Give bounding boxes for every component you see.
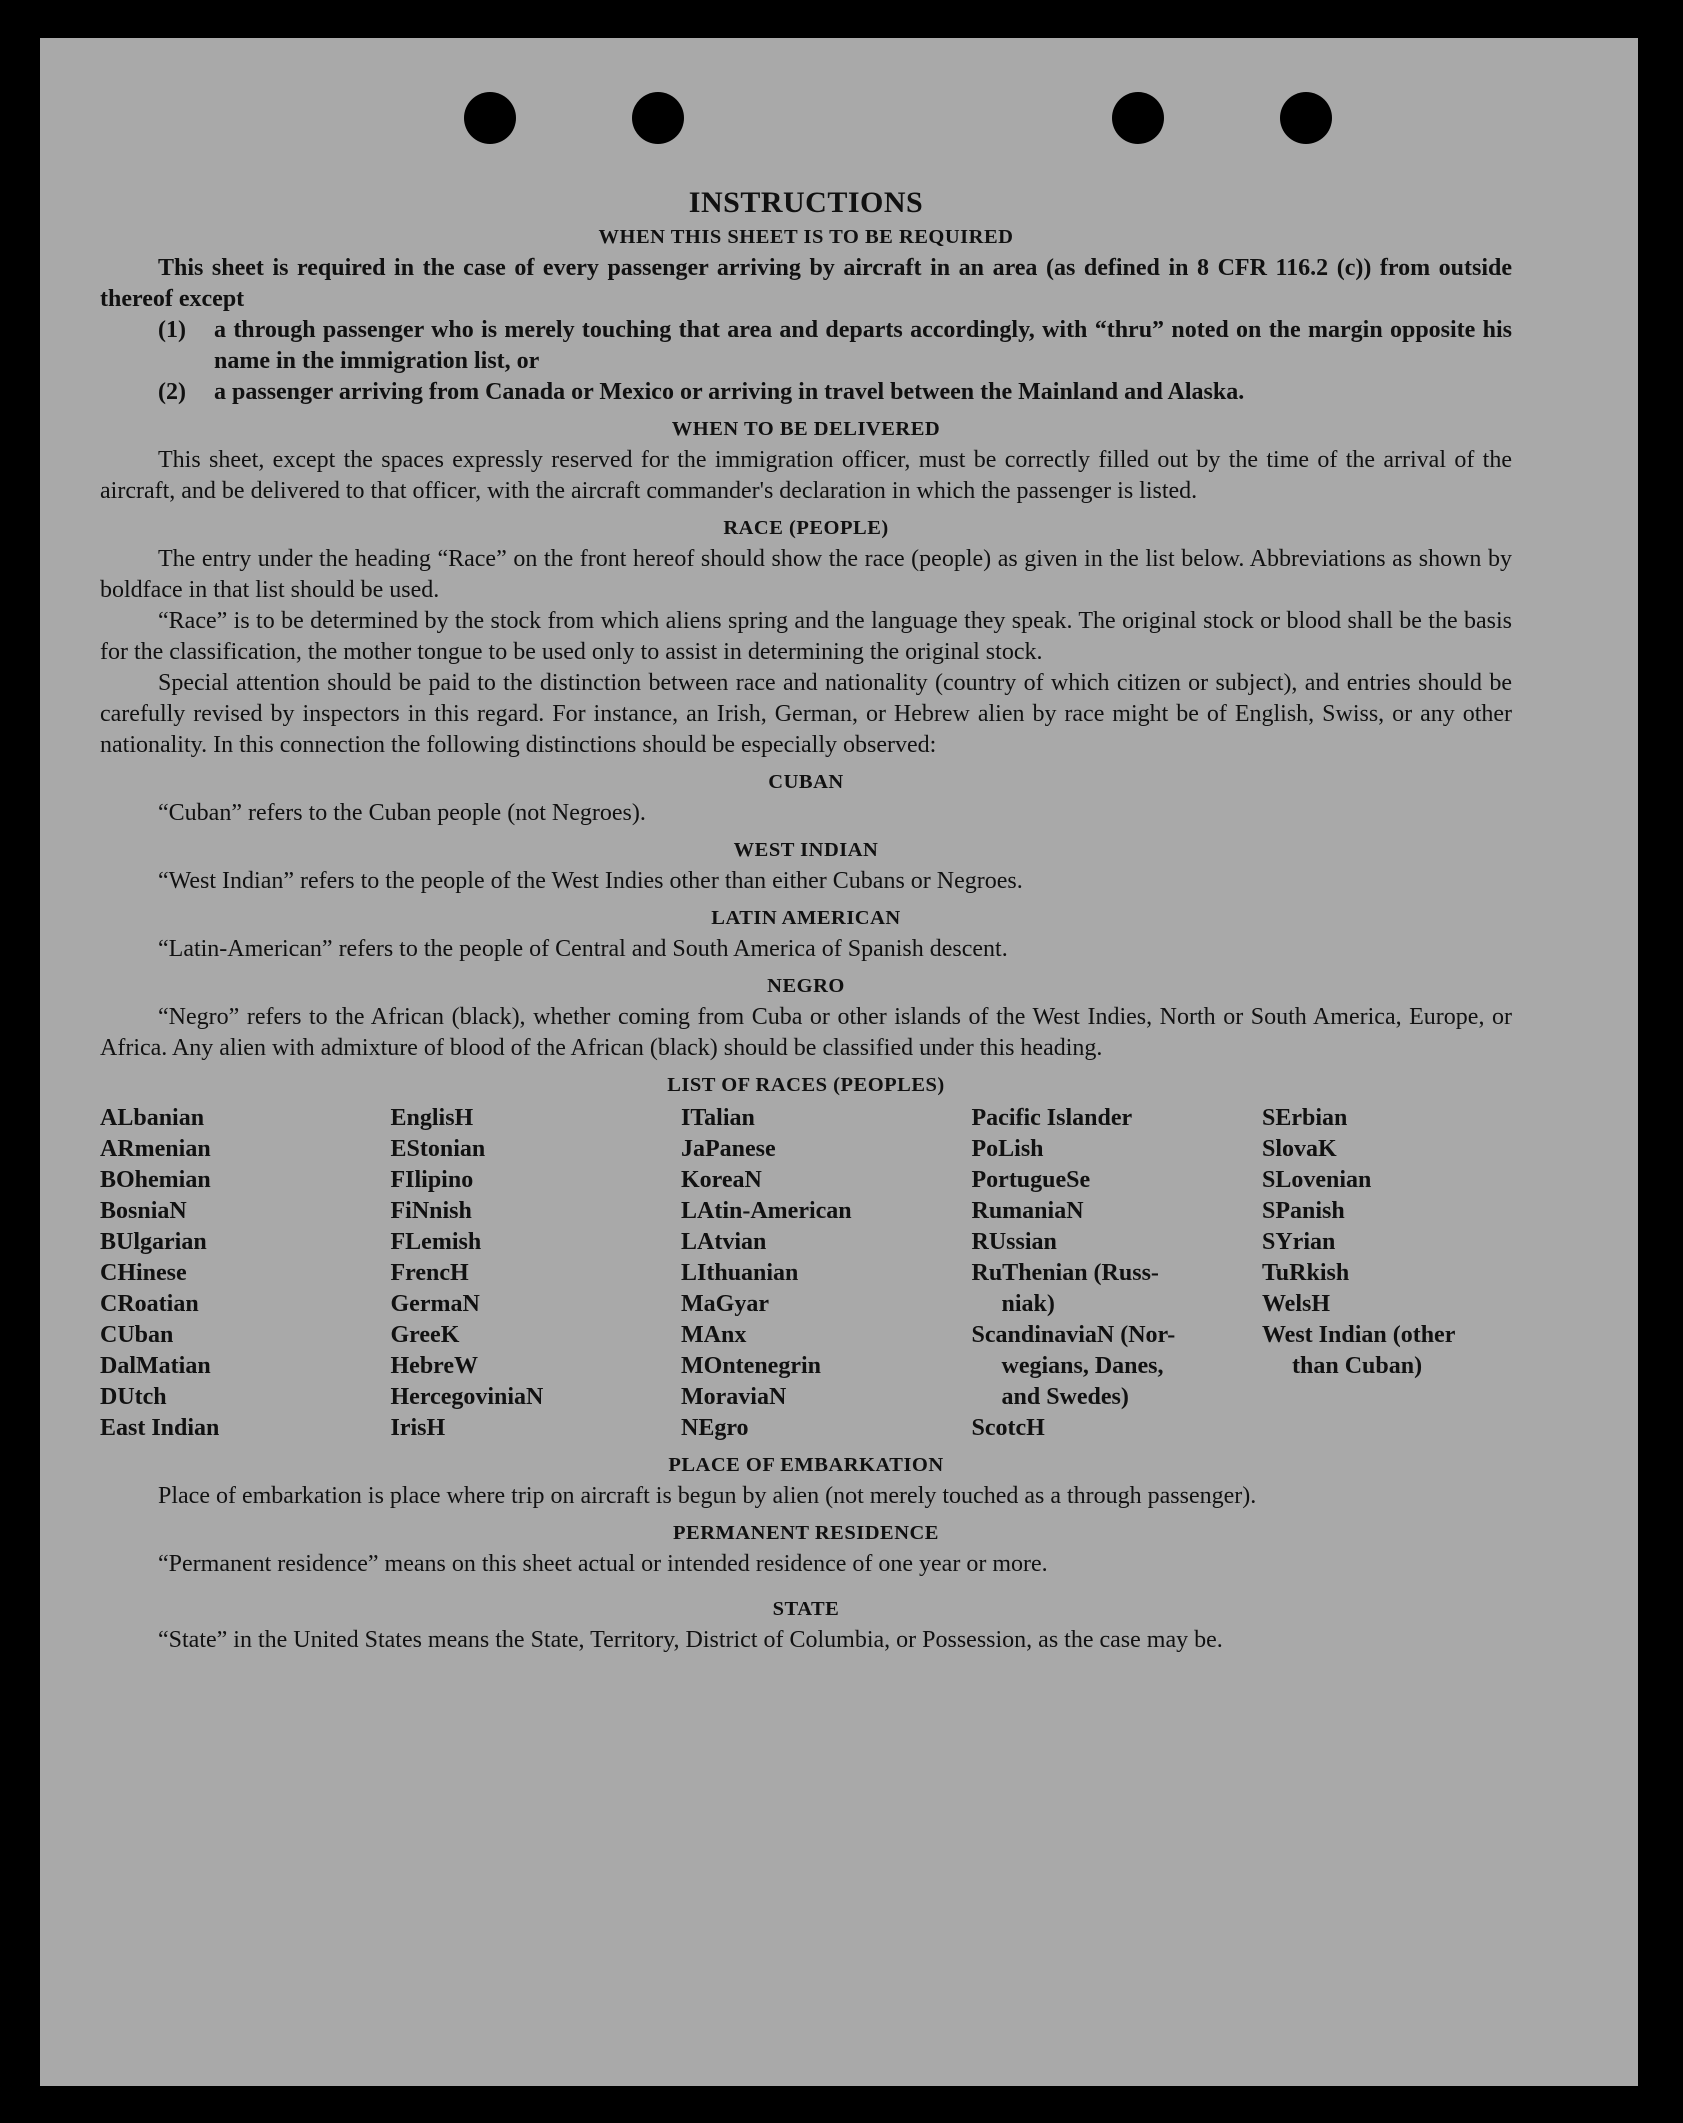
race-entry: WelsH xyxy=(1262,1291,1331,1317)
exception-list xyxy=(158,315,1512,408)
state-text: “State” in the United States means the State, Territory, District of Columbia, or Possession, as the case may be. xyxy=(158,1627,1223,1653)
race-entry: ScandinaviaN (Nor- xyxy=(971,1322,1176,1348)
punch-hole xyxy=(632,92,684,144)
race-entry: SYrian xyxy=(1262,1229,1336,1255)
west-indian-text: “West Indian” refers to the people of the West Indies other than either Cubans or Negroes. xyxy=(158,868,1023,894)
race-paragraph-2: “Race” is to be determined by the stock from which aliens spring and the language they speak. The original stock or blood shall be the basis for the classification, the mother tongue to be used only to assist in determining the original stock. xyxy=(100,608,1512,665)
race-entry: NEgro xyxy=(681,1415,749,1441)
race-entry: FLemish xyxy=(390,1229,482,1255)
race-entry: JaPanese xyxy=(681,1136,776,1162)
race-column xyxy=(1262,1103,1512,1444)
race-entry: EnglisH xyxy=(390,1105,474,1131)
heading-when-required: WHEN THIS SHEET IS TO BE REQUIRED xyxy=(598,226,1014,248)
race-entry: Pacific Islander xyxy=(971,1105,1133,1131)
race-entry: MaGyar xyxy=(681,1291,769,1317)
heading-cuban: CUBAN xyxy=(768,771,844,793)
heading-embarkation: PLACE OF EMBARKATION xyxy=(668,1454,944,1476)
race-entry: GreeK xyxy=(390,1322,460,1348)
race-entry: FrencH xyxy=(390,1260,469,1286)
heading-when-delivered: WHEN TO BE DELIVERED xyxy=(671,418,941,440)
race-column xyxy=(681,1103,961,1444)
heading-west-indian: WEST INDIAN xyxy=(733,839,879,861)
race-entry: EStonian xyxy=(390,1136,486,1162)
race-entry: IrisH xyxy=(390,1415,446,1441)
punch-hole xyxy=(464,92,516,144)
race-entry: DalMatian xyxy=(100,1353,211,1379)
race-entry: PoLish xyxy=(971,1136,1044,1162)
race-column xyxy=(100,1103,380,1444)
item-number: (2) xyxy=(158,379,186,405)
race-entry: HebreW xyxy=(390,1353,479,1379)
punch-hole xyxy=(1280,92,1332,144)
item-text: a through passenger who is merely touching that area and departs accordingly, with “thru” noted on the margin opposite his name in the immigration list, or xyxy=(214,317,1512,374)
race-entry: East Indian xyxy=(100,1415,220,1441)
race-entry: TuRkish xyxy=(1262,1260,1350,1286)
race-entry: CRoatian xyxy=(100,1291,199,1317)
race-entry: RUssian xyxy=(971,1229,1057,1255)
race-entry: GermaN xyxy=(390,1291,480,1317)
race-entry: HercegoviniaN xyxy=(390,1384,544,1410)
list-item xyxy=(158,315,1512,377)
race-paragraph-3: Special attention should be paid to the distinction between race and nationality (country of which citizen or subject), and entries should be carefully revised by inspectors in this regard. For instance, an Irish, German, or Hebrew alien by race might be of English, Swiss, or any other nationality. In this connection the following distinctions should be especially observed: xyxy=(100,670,1512,758)
heading-latin-american: LATIN AMERICAN xyxy=(711,907,901,929)
negro-text: “Negro” refers to the African (black), whether coming from Cuba or other islands of the West Indies, North or South America, Europe, or Africa. Any alien with admixture of blood of the African (black) should be classified under this heading. xyxy=(100,1004,1512,1061)
race-entry: BUlgarian xyxy=(100,1229,207,1255)
race-list xyxy=(100,1103,1512,1444)
race-entry: ITalian xyxy=(681,1105,755,1131)
heading-list-of-races: LIST OF RACES (PEOPLES) xyxy=(667,1074,945,1096)
race-entry: and Swedes) xyxy=(1001,1384,1129,1410)
race-entry: CHinese xyxy=(100,1260,187,1286)
race-column xyxy=(972,1103,1252,1444)
race-column xyxy=(391,1103,671,1444)
race-paragraph-1: The entry under the heading “Race” on the front hereof should show the race (people) as given in the list below. Abbreviations as shown by boldface in that list should be used. xyxy=(100,546,1512,603)
race-entry: LAtvian xyxy=(681,1229,767,1255)
residence-text: “Permanent residence” means on this sheet actual or intended residence of one year or more. xyxy=(158,1551,1048,1577)
race-entry: CUban xyxy=(100,1322,174,1348)
document-page xyxy=(40,38,1638,2086)
when-required-intro: This sheet is required in the case of every passenger arriving by aircraft in an area (as defined in 8 CFR 116.2 (c)) from outside thereof except xyxy=(100,255,1512,312)
race-entry: MAnx xyxy=(681,1322,747,1348)
item-text: a passenger arriving from Canada or Mexico or arriving in travel between the Mainland and Alaska. xyxy=(214,379,1245,405)
race-entry: FIlipino xyxy=(390,1167,474,1193)
race-entry: BosniaN xyxy=(100,1198,187,1224)
race-entry: LIthuanian xyxy=(681,1260,799,1286)
heading-state: STATE xyxy=(772,1598,840,1620)
cuban-text: “Cuban” refers to the Cuban people (not Negroes). xyxy=(158,800,646,826)
race-entry: MOntenegrin xyxy=(681,1353,821,1379)
race-entry: West Indian (other xyxy=(1262,1322,1456,1348)
item-number: (1) xyxy=(158,317,186,343)
race-entry: FiNnish xyxy=(390,1198,472,1224)
page-title: INSTRUCTIONS xyxy=(688,186,924,219)
race-entry: KoreaN xyxy=(681,1167,762,1193)
list-item xyxy=(158,377,1512,408)
race-entry: wegians, Danes, xyxy=(1001,1353,1164,1379)
race-entry: SErbian xyxy=(1262,1105,1348,1131)
race-entry: BOhemian xyxy=(100,1167,211,1193)
race-entry: than Cuban) xyxy=(1292,1353,1423,1379)
race-entry: SPanish xyxy=(1262,1198,1345,1224)
heading-race: RACE (PEOPLE) xyxy=(723,517,889,539)
race-entry: ALbanian xyxy=(100,1105,205,1131)
race-entry: DUtch xyxy=(100,1384,167,1410)
race-entry: SLovenian xyxy=(1262,1167,1372,1193)
race-entry: MoraviaN xyxy=(681,1384,787,1410)
race-entry: RuThenian (Russ- xyxy=(971,1260,1159,1286)
punch-hole xyxy=(1112,92,1164,144)
race-entry: PortugueSe xyxy=(971,1167,1091,1193)
race-entry: ARmenian xyxy=(100,1136,211,1162)
race-entry: ScotcH xyxy=(971,1415,1045,1441)
race-entry: SlovaK xyxy=(1262,1136,1337,1162)
heading-negro: NEGRO xyxy=(767,975,845,997)
race-entry: LAtin-American xyxy=(681,1198,852,1224)
latin-american-text: “Latin-American” refers to the people of Central and South America of Spanish descent. xyxy=(158,936,1008,962)
embarkation-text: Place of embarkation is place where trip on aircraft is begun by alien (not merely touched as a through passenger). xyxy=(158,1483,1257,1509)
instructions-body xyxy=(100,186,1512,1656)
race-entry: niak) xyxy=(1001,1291,1055,1317)
race-entry: RumaniaN xyxy=(971,1198,1084,1224)
heading-residence: PERMANENT RESIDENCE xyxy=(673,1522,939,1544)
when-delivered-text: This sheet, except the spaces expressly reserved for the immigration officer, must be correctly filled out by the time of the arrival of the aircraft, and be delivered to that officer, with the aircraft commander's declaration in which the passenger is listed. xyxy=(100,447,1512,504)
